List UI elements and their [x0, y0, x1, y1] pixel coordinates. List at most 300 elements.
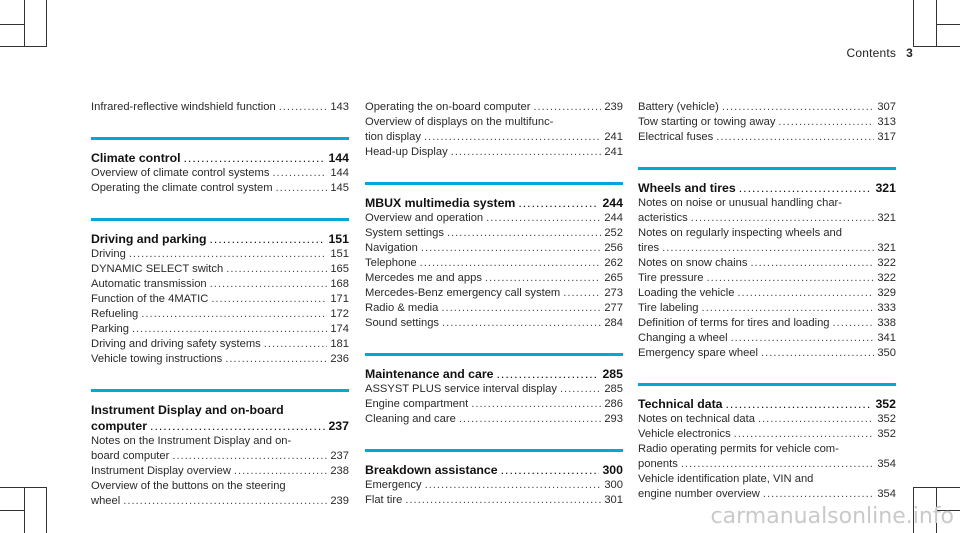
dot-leader — [272, 166, 327, 181]
toc-entry[interactable] — [638, 196, 896, 226]
dot-leader — [264, 337, 328, 352]
section-title — [638, 396, 896, 412]
dot-leader — [716, 130, 874, 145]
section-title-text: Wheels and tires — [638, 181, 736, 195]
page-ref: 252 — [604, 227, 623, 239]
toc-entry[interactable] — [638, 100, 896, 115]
toc-entry[interactable] — [91, 247, 349, 262]
dot-leader — [691, 211, 875, 226]
page-ref: 236 — [330, 353, 349, 365]
toc-entry[interactable] — [365, 271, 623, 286]
page-ref: 171 — [330, 293, 349, 305]
toc-line — [365, 493, 623, 508]
section-title-line — [91, 418, 349, 434]
toc-section[interactable] — [638, 383, 896, 412]
toc-line — [91, 247, 349, 262]
toc-entry[interactable] — [638, 331, 896, 346]
entry-title: Notes on regularly inspecting wheels and — [638, 227, 842, 239]
toc-line — [638, 286, 896, 301]
toc-line — [365, 478, 623, 493]
toc-entry[interactable] — [365, 100, 623, 115]
toc-entry[interactable] — [365, 301, 623, 316]
dot-leader — [486, 211, 601, 226]
dot-leader — [184, 150, 326, 166]
section-title-text: Climate control — [91, 151, 181, 165]
toc-line — [365, 211, 623, 226]
dot-leader — [702, 301, 875, 316]
page-ref: 350 — [877, 347, 896, 359]
dot-leader — [518, 195, 599, 211]
toc-entry[interactable] — [365, 115, 623, 145]
toc-line — [365, 226, 623, 241]
toc-section[interactable] — [91, 389, 349, 434]
dot-leader — [681, 457, 875, 472]
dot-leader — [739, 180, 873, 196]
toc-line — [365, 382, 623, 397]
toc-entry[interactable] — [365, 226, 623, 241]
toc-line — [638, 487, 896, 502]
toc-line — [638, 331, 896, 346]
page-ref: 338 — [877, 317, 896, 329]
toc-entry[interactable] — [365, 397, 623, 412]
toc-line — [365, 130, 623, 145]
entry-title: Mercedes-Benz emergency call system — [365, 287, 561, 299]
page-ref: 293 — [604, 413, 623, 425]
dot-leader — [763, 487, 874, 502]
dot-leader — [734, 427, 875, 442]
toc-line — [365, 286, 623, 301]
page-ref: 286 — [604, 398, 623, 410]
crop-mark — [0, 487, 46, 488]
entry-title: Tire pressure — [638, 272, 704, 284]
page-ref: 341 — [877, 332, 896, 344]
toc-line — [91, 352, 349, 367]
entry-title: board computer — [91, 450, 170, 462]
crop-mark — [46, 0, 47, 47]
toc-entry[interactable] — [365, 382, 623, 397]
crop-mark — [0, 46, 46, 47]
toc-entry[interactable] — [365, 211, 623, 226]
entry-title: Overview and operation — [365, 212, 484, 224]
dot-leader — [132, 322, 327, 337]
entry-title: Radio & media — [365, 302, 439, 314]
dot-leader — [129, 247, 328, 262]
toc-line — [638, 100, 896, 115]
entry-title: Tire labeling — [638, 302, 699, 314]
dot-leader — [451, 145, 602, 160]
toc-entry[interactable] — [91, 307, 349, 322]
dot-leader — [172, 449, 327, 464]
crop-mark — [936, 24, 960, 25]
section-page: 352 — [875, 397, 896, 411]
toc-entry[interactable] — [638, 226, 896, 256]
section-title-line: Instrument Display and on-board — [91, 403, 284, 417]
entry-title: Automatic transmission — [91, 278, 207, 290]
section-title — [365, 195, 623, 211]
dot-leader — [225, 352, 327, 367]
dot-leader — [731, 331, 875, 346]
entry-title: Telephone — [365, 257, 417, 269]
toc-line — [638, 196, 896, 211]
header-title: Contents — [846, 46, 897, 60]
toc-line — [365, 145, 623, 160]
dot-leader — [485, 271, 601, 286]
toc-line — [638, 211, 896, 226]
toc-line — [91, 434, 349, 449]
entry-title: Driving and driving safety systems — [91, 338, 261, 350]
page-ref: 241 — [604, 146, 623, 158]
toc-entry[interactable] — [91, 277, 349, 292]
toc-entry[interactable] — [365, 493, 623, 508]
entry-title: System settings — [365, 227, 444, 239]
entry-title: tires — [638, 242, 660, 254]
toc-entry[interactable] — [638, 442, 896, 472]
toc-line — [91, 464, 349, 479]
section-title-line — [638, 396, 896, 412]
toc-line — [638, 457, 896, 472]
entry-title: Electrical fuses — [638, 131, 714, 143]
page-ref: 285 — [604, 383, 623, 395]
toc-line — [638, 442, 896, 457]
entry-title: Radio operating permits for vehicle com- — [638, 443, 839, 455]
dot-leader — [750, 256, 874, 271]
toc-section[interactable] — [638, 167, 896, 196]
toc-entry[interactable] — [638, 115, 896, 130]
section-page: 285 — [602, 367, 623, 381]
dot-leader — [563, 286, 601, 301]
dot-leader — [761, 346, 874, 361]
page-ref: 313 — [877, 116, 896, 128]
section-page: 300 — [602, 463, 623, 477]
entry-title: Flat tire — [365, 494, 403, 506]
entry-title: Definition of terms for tires and loading — [638, 317, 830, 329]
page-ref: 301 — [604, 494, 623, 506]
section-title — [638, 180, 896, 196]
entry-title: Infrared-reflective windshield function — [91, 101, 276, 113]
toc-entry[interactable] — [638, 256, 896, 271]
dot-leader — [459, 412, 602, 427]
crop-mark — [913, 0, 914, 47]
toc-entry[interactable] — [91, 337, 349, 352]
entry-title: Changing a wheel — [638, 332, 728, 344]
toc-line — [638, 226, 896, 241]
page-ref: 307 — [877, 101, 896, 113]
crop-mark — [46, 487, 47, 533]
toc-entry[interactable] — [638, 286, 896, 301]
entry-title: Vehicle electronics — [638, 428, 731, 440]
toc-line — [638, 256, 896, 271]
entry-title: Battery (vehicle) — [638, 101, 719, 113]
toc-entry[interactable] — [638, 346, 896, 361]
toc-line — [91, 479, 349, 494]
page-ref: 352 — [877, 413, 896, 425]
toc-entry[interactable] — [91, 262, 349, 277]
toc-line — [91, 181, 349, 196]
toc-section[interactable] — [91, 137, 349, 166]
toc-entry[interactable] — [638, 412, 896, 427]
toc-line — [365, 241, 623, 256]
toc-entry[interactable] — [365, 256, 623, 271]
entry-title: Parking — [91, 323, 129, 335]
entry-title: Vehicle towing instructions — [91, 353, 223, 365]
dot-leader — [141, 307, 327, 322]
dot-leader — [441, 301, 601, 316]
page-ref: 241 — [604, 131, 623, 143]
page-ref: 239 — [330, 495, 349, 507]
toc-line — [91, 322, 349, 337]
section-title-text: MBUX multimedia system — [365, 196, 516, 210]
page-number: 3 — [906, 46, 913, 60]
toc-entry[interactable] — [638, 427, 896, 442]
page-ref: 300 — [604, 479, 623, 491]
dot-leader — [560, 382, 601, 397]
entry-title: Tow starting or towing away — [638, 116, 776, 128]
dot-leader — [276, 181, 328, 196]
dot-leader — [405, 493, 601, 508]
toc-line — [638, 346, 896, 361]
toc-entry[interactable] — [365, 241, 623, 256]
toc-entry[interactable] — [638, 316, 896, 331]
dot-leader — [279, 100, 328, 115]
section-title — [91, 402, 349, 434]
entry-title: Notes on the Instrument Display and on- — [91, 435, 292, 447]
section-title-line — [91, 150, 349, 166]
toc-line — [91, 292, 349, 307]
dot-leader — [425, 478, 602, 493]
toc-entry[interactable] — [638, 130, 896, 145]
toc-entry[interactable] — [91, 181, 349, 196]
toc-line — [91, 262, 349, 277]
page-ref: 256 — [604, 242, 623, 254]
entry-title: Engine compartment — [365, 398, 469, 410]
dot-leader — [424, 130, 601, 145]
toc-line — [91, 337, 349, 352]
entry-title: Sound settings — [365, 317, 440, 329]
dot-leader — [722, 100, 875, 115]
section-title-line — [638, 180, 896, 196]
toc-line — [91, 307, 349, 322]
section-title-text: Maintenance and care — [365, 367, 494, 381]
section-title-line — [365, 462, 623, 478]
toc-entry[interactable] — [365, 412, 623, 427]
entry-title: Vehicle identification plate, VIN and — [638, 473, 814, 485]
page-ref: 354 — [877, 458, 896, 470]
entry-title: Overview of the buttons on the steering — [91, 480, 286, 492]
entry-title: Head-up Display — [365, 146, 448, 158]
entry-title: Instrument Display overview — [91, 465, 231, 477]
toc-line — [91, 277, 349, 292]
section-title — [365, 366, 623, 382]
entry-title: Overview of climate control systems — [91, 167, 270, 179]
toc-line — [638, 316, 896, 331]
toc-line — [365, 316, 623, 331]
section-title — [91, 231, 349, 247]
toc-line — [365, 271, 623, 286]
toc-entry[interactable] — [365, 145, 623, 160]
dot-leader — [778, 115, 874, 130]
entry-title: Navigation — [365, 242, 418, 254]
entry-title: Notes on noise or unusual handling char- — [638, 197, 842, 209]
section-title — [91, 150, 349, 166]
toc-line — [365, 301, 623, 316]
page-ref: 333 — [877, 302, 896, 314]
toc-entry[interactable] — [91, 434, 349, 464]
section-page: 144 — [328, 151, 349, 165]
section-rule — [638, 383, 896, 386]
toc-line — [365, 100, 623, 115]
toc-line — [91, 100, 349, 115]
section-page: 151 — [328, 232, 349, 246]
toc-section[interactable] — [91, 218, 349, 247]
entry-title: Cleaning and care — [365, 413, 456, 425]
section-title — [365, 462, 623, 478]
page-ref: 168 — [330, 278, 349, 290]
page-ref: 354 — [877, 488, 896, 500]
entry-title: Emergency spare wheel — [638, 347, 759, 359]
toc-entry[interactable] — [91, 479, 349, 509]
toc-line — [638, 412, 896, 427]
dot-leader — [226, 262, 327, 277]
dot-leader — [211, 292, 327, 307]
entry-title: acteristics — [638, 212, 688, 224]
dot-leader — [758, 412, 874, 427]
page-ref: 329 — [877, 287, 896, 299]
page-ref: 322 — [877, 272, 896, 284]
entry-title: Refueling — [91, 308, 139, 320]
entry-title: Operating the on-board computer — [365, 101, 531, 113]
toc-entry[interactable] — [638, 472, 896, 502]
dot-leader — [726, 396, 873, 412]
toc-line — [365, 412, 623, 427]
page-ref: 172 — [330, 308, 349, 320]
page-ref: 237 — [330, 450, 349, 462]
entry-title: Function of the 4MATIC — [91, 293, 209, 305]
section-title-text: Driving and parking — [91, 232, 207, 246]
page-ref: 321 — [877, 242, 896, 254]
entry-title: ponents — [638, 458, 678, 470]
entry-title: Notes on technical data — [638, 413, 755, 425]
entry-title: Emergency — [365, 479, 422, 491]
dot-leader — [501, 462, 600, 478]
dot-leader — [471, 397, 601, 412]
section-title-text: Technical data — [638, 397, 723, 411]
toc-line — [638, 427, 896, 442]
section-rule — [365, 449, 623, 452]
dot-leader — [447, 226, 601, 241]
toc-line — [638, 241, 896, 256]
section-page: 237 — [328, 419, 349, 433]
toc-line — [638, 301, 896, 316]
entry-title: Notes on snow chains — [638, 257, 748, 269]
entry-title: Operating the climate control system — [91, 182, 273, 194]
dot-leader — [234, 464, 327, 479]
page-ref: 165 — [330, 263, 349, 275]
dot-leader — [123, 494, 327, 509]
toc-line — [91, 494, 349, 509]
page-ref: 145 — [330, 182, 349, 194]
toc-entry[interactable] — [638, 271, 896, 286]
page-ref: 238 — [330, 465, 349, 477]
section-rule — [638, 167, 896, 170]
watermark: carmanualsonline.info — [710, 504, 954, 529]
page-ref: 239 — [604, 101, 623, 113]
page-ref: 317 — [877, 131, 896, 143]
dot-leader — [833, 316, 875, 331]
section-rule — [91, 218, 349, 221]
entry-title: engine number overview — [638, 488, 760, 500]
page-ref: 143 — [330, 101, 349, 113]
section-rule — [91, 137, 349, 140]
section-title-line — [365, 366, 623, 382]
entry-title: Overview of displays on the multifunc- — [365, 116, 554, 128]
page-header — [846, 46, 913, 60]
dot-leader — [150, 418, 325, 434]
entry-title: DYNAMIC SELECT switch — [91, 263, 224, 275]
toc-section[interactable] — [365, 449, 623, 478]
toc-entry[interactable] — [91, 464, 349, 479]
toc-line — [365, 397, 623, 412]
dot-leader — [420, 256, 602, 271]
toc-entry[interactable] — [638, 301, 896, 316]
page-ref: 174 — [330, 323, 349, 335]
section-rule — [91, 389, 349, 392]
toc-entry[interactable] — [365, 286, 623, 301]
toc-section[interactable] — [365, 353, 623, 382]
page-ref: 322 — [877, 257, 896, 269]
dot-leader — [662, 241, 874, 256]
section-rule — [365, 182, 623, 185]
toc-entry[interactable] — [91, 166, 349, 181]
entry-title: Mercedes me and apps — [365, 272, 482, 284]
entry-title: Driving — [91, 248, 126, 260]
section-title-text: computer — [91, 419, 148, 433]
section-rule — [365, 353, 623, 356]
page-ref: 352 — [877, 428, 896, 440]
dot-leader — [707, 271, 875, 286]
dot-leader — [737, 286, 874, 301]
page-ref: 262 — [604, 257, 623, 269]
page-ref: 321 — [877, 212, 896, 224]
page-ref: 284 — [604, 317, 623, 329]
toc-line — [365, 115, 623, 130]
section-title-text: Breakdown assistance — [365, 463, 498, 477]
entry-title: wheel — [91, 495, 121, 507]
page-ref: 181 — [330, 338, 349, 350]
toc-line — [365, 256, 623, 271]
page-ref: 244 — [604, 212, 623, 224]
entry-title: Loading the vehicle — [638, 287, 735, 299]
toc-line — [638, 472, 896, 487]
section-page: 244 — [602, 196, 623, 210]
toc-line — [638, 271, 896, 286]
toc-entry[interactable] — [365, 316, 623, 331]
page-ref: 144 — [330, 167, 349, 179]
toc-entry[interactable] — [91, 100, 349, 115]
section-title-line — [91, 231, 349, 247]
page-ref: 273 — [604, 287, 623, 299]
toc-entry[interactable] — [91, 352, 349, 367]
entry-title: ASSYST PLUS service interval display — [365, 383, 557, 395]
dot-leader — [421, 241, 601, 256]
toc-entry[interactable] — [91, 292, 349, 307]
toc-entry[interactable] — [365, 478, 623, 493]
toc-line — [638, 130, 896, 145]
page-ref: 265 — [604, 272, 623, 284]
toc-section[interactable] — [365, 182, 623, 211]
toc-entry[interactable] — [91, 322, 349, 337]
toc-line — [91, 166, 349, 181]
section-title-line — [365, 195, 623, 211]
